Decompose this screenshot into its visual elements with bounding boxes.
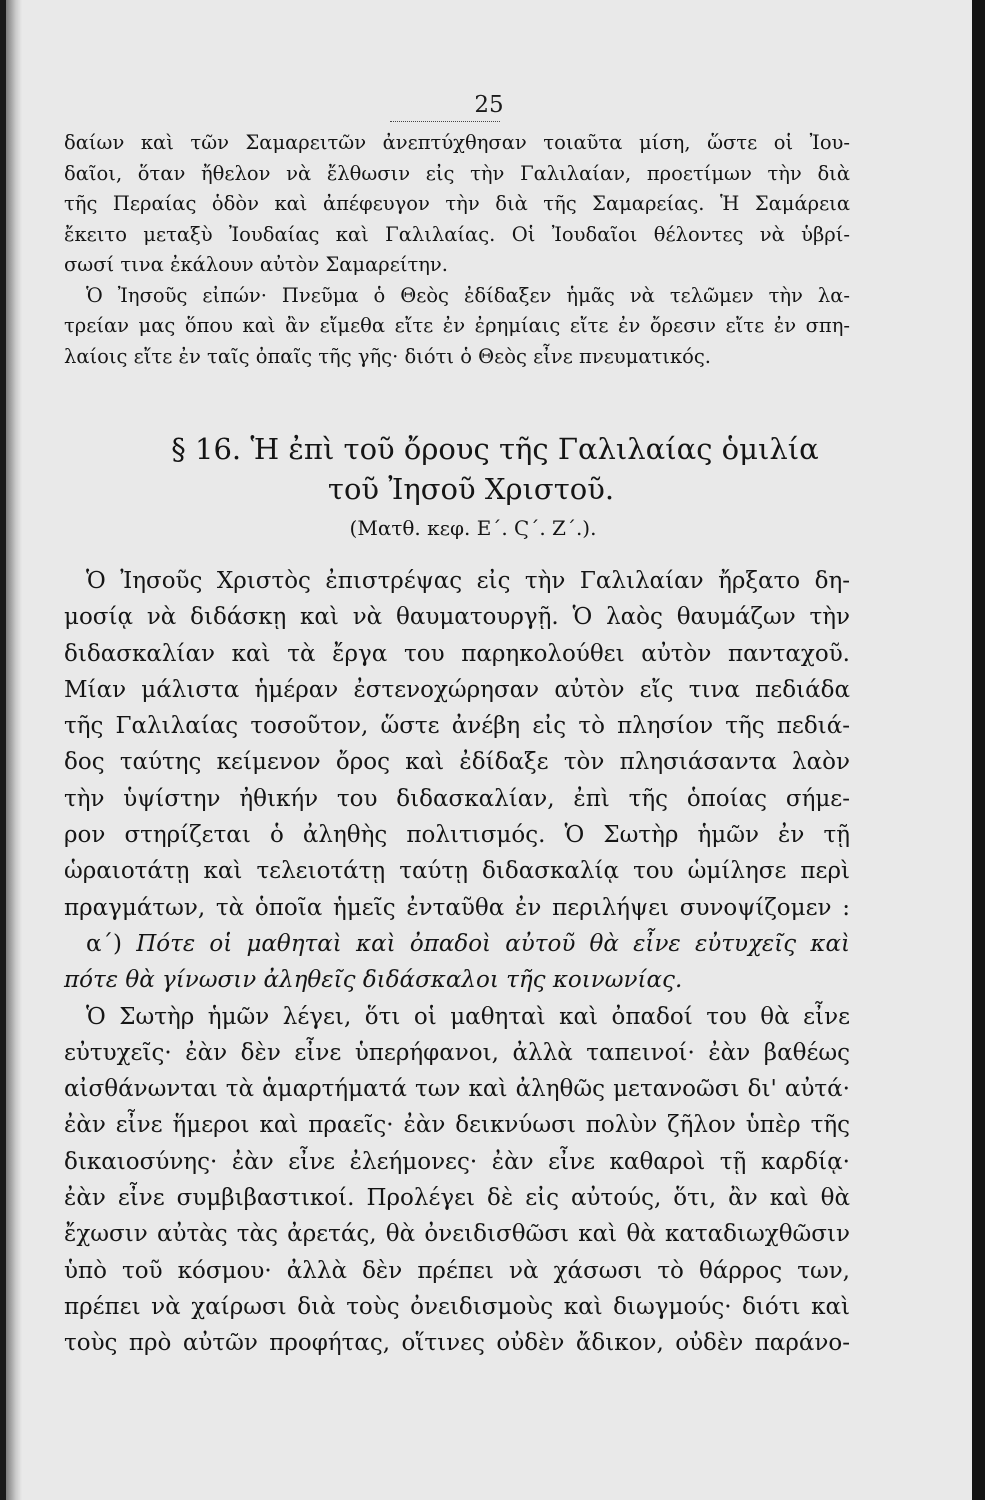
text-line: τῆς Γαλιλαίας τοσοῦτον, ὥστε ἀνέβη εἰς τὸ πλησίον τῆς πεδιά- <box>64 713 850 740</box>
text-line: σωσί τινα ἐκάλουν αὐτὸν Σαμαρείτην. <box>64 253 448 276</box>
main-text <box>64 563 850 1362</box>
text-line: Ὁ Ἰησοῦς Χριστὸς ἐπιστρέψας εἰς τὴν Γαλιλαίαν ἤρξατο δη- <box>86 568 850 594</box>
text-line: ἔχωσιν αὐτὰς τὰς ἀρετάς, θὰ ὀνειδισθῶσι καὶ θὰ καταδιωχθῶσιν <box>64 1221 850 1248</box>
text-line: τρείαν μας ὅπου καὶ ἂν εἴμεθα εἴτε ἐν ἐρημίαις εἴτε ἐν ὄρεσιν εἴτε ἐν σπη- <box>64 314 850 337</box>
text-line: δαίων καὶ τῶν Σαμαρειτῶν ἀνεπτύχθησαν τοιαῦτα μίση, ὥστε οἱ Ἰου- <box>64 131 850 154</box>
text-line: Ὁ Σωτὴρ ἡμῶν λέγει, ὅτι οἱ μαθηταὶ καὶ ὀπαδοί του θὰ εἶνε <box>86 1003 850 1030</box>
text-line: ὑπὸ τοῦ κόσμου· ἀλλὰ δὲν πρέπει νὰ χάσωσι τὸ θάρρος των, <box>64 1257 850 1284</box>
page-number-underline <box>390 121 500 122</box>
text-line: εὐτυχεῖς· ἐὰν δὲν εἶνε ὑπερήφανοι, ἀλλὰ ταπεινοί· ἐὰν βαθέως <box>64 1039 850 1066</box>
text-line: λαίοις εἴτε ἐν ταῖς ὀπαῖς τῆς γῆς· διότι ὁ Θεὸς εἶνε πνευματικός. <box>64 344 711 368</box>
text-line: δος ταύτης κείμενον ὄρος καὶ ἐδίδαξε τὸν πλησιάσαντα λαὸν <box>64 749 850 776</box>
text-line: ἔκειτο μεταξὺ Ἰουδαίας καὶ Γαλιλαίας. Οἱ Ἰουδαῖοι θέλοντες νὰ ὑβρί- <box>64 222 850 246</box>
text-line: ἐὰν εἶνε συμβιβαστικοί. Προλέγει δὲ εἰς αὐτούς, ὅτι, ἂν καὶ θὰ <box>64 1185 850 1212</box>
text-line: μοσίᾳ νὰ διδάσκῃ καὶ νὰ θαυματουργῇ. Ὁ λαὸς θαυμάζων τὴν <box>64 604 850 631</box>
text-line: ἐὰν εἶνε ἥμεροι καὶ πραεῖς· ἐὰν δεικνύωσι πολὺν ζῆλον ὑπὲρ τῆς <box>64 1112 850 1139</box>
point-heading-text: Πότε οἱ μαθηταὶ καὶ ὀπαδοὶ αὐτοῦ θὰ εἶνε εὐτυχεῖς καὶ <box>136 930 851 957</box>
text-line: ὡραιοτάτῃ καὶ τελειοτάτῃ ταύτῃ διδασκαλίᾳ του ὡμίλησε περὶ <box>64 858 850 885</box>
preceding-paragraphs <box>64 128 850 372</box>
text-line: τοὺς πρὸ αὐτῶν προφήτας, οἵτινες οὐδὲν ἄδικον, οὐδὲν παράνο- <box>64 1330 850 1357</box>
scan-border <box>972 0 985 1500</box>
text-line: τῆς Περαίας ὁδὸν καὶ ἀπέφευγον τὴν διὰ τῆς Σαμαρείας. Ἡ Σαμάρεια <box>64 192 850 215</box>
text-line: διδασκαλίαν καὶ τὰ ἔργα του παρηκολούθει αὐτὸν πανταχοῦ. <box>64 640 850 667</box>
text-line: ρον στηρίζεται ὁ ἀληθὴς πολιτισμός. Ὁ Σωτὴρ ἡμῶν ἐν τῇ <box>64 822 850 849</box>
text-line: πρέπει νὰ χαίρωσι διὰ τοὺς ὀνειδισμοὺς καὶ διωγμούς· διότι καὶ <box>64 1293 850 1320</box>
page-gutter-shadow <box>6 0 22 1500</box>
point-heading-line <box>64 926 850 962</box>
page-number: 25 <box>474 92 504 118</box>
point-label: α΄) <box>86 930 123 957</box>
section-title-continued: τοῦ Ἰησοῦ Χριστοῦ. <box>327 472 615 506</box>
section-reference: (Ματθ. κεφ. Ε΄. Ϛ΄. Ζ΄.). <box>349 516 597 540</box>
text-line: πραγμάτων, τὰ ὁποῖα ἡμεῖς ἐνταῦθα ἐν περιλήψει συνοψίζομεν : <box>64 894 850 921</box>
text-line: αἰσθάνωνται τὰ ἁμαρτήματά των καὶ ἀληθῶς μετανοῶσι δι' αὐτά· <box>64 1076 850 1103</box>
text-line: τὴν ὑψίστην ἠθικήν του διδασκαλίαν, ἐπὶ τῆς ὁποίας σήμε- <box>64 785 850 812</box>
point-heading-line: πότε θὰ γίνωσιν ἀληθεῖς διδάσκαλοι τῆς κοινωνίας. <box>64 967 683 994</box>
text-line: Μίαν μάλιστα ἡμέραν ἐστενοχώρησαν αὐτὸν εἴς τινα πεδιάδα <box>64 676 850 703</box>
section-title: § 16. Ἡ ἐπὶ τοῦ ὄρους τῆς Γαλιλαίας ὁμιλία <box>171 432 819 466</box>
book-page <box>6 0 972 1500</box>
text-line: δικαιοσύνης· ἐὰν εἶνε ἐλεήμονες· ἐὰν εἶνε καθαροὶ τῇ καρδίᾳ· <box>64 1148 850 1175</box>
text-line: δαῖοι, ὅταν ἤθελον νὰ ἔλθωσιν εἰς τὴν Γαλιλαίαν, προετίμων τὴν διὰ <box>64 161 850 185</box>
text-line: Ὁ Ἰησοῦς εἰπών· Πνεῦμα ὁ Θεὸς ἐδίδαξεν ἡμᾶς νὰ τελῶμεν τὴν λα- <box>86 283 850 307</box>
